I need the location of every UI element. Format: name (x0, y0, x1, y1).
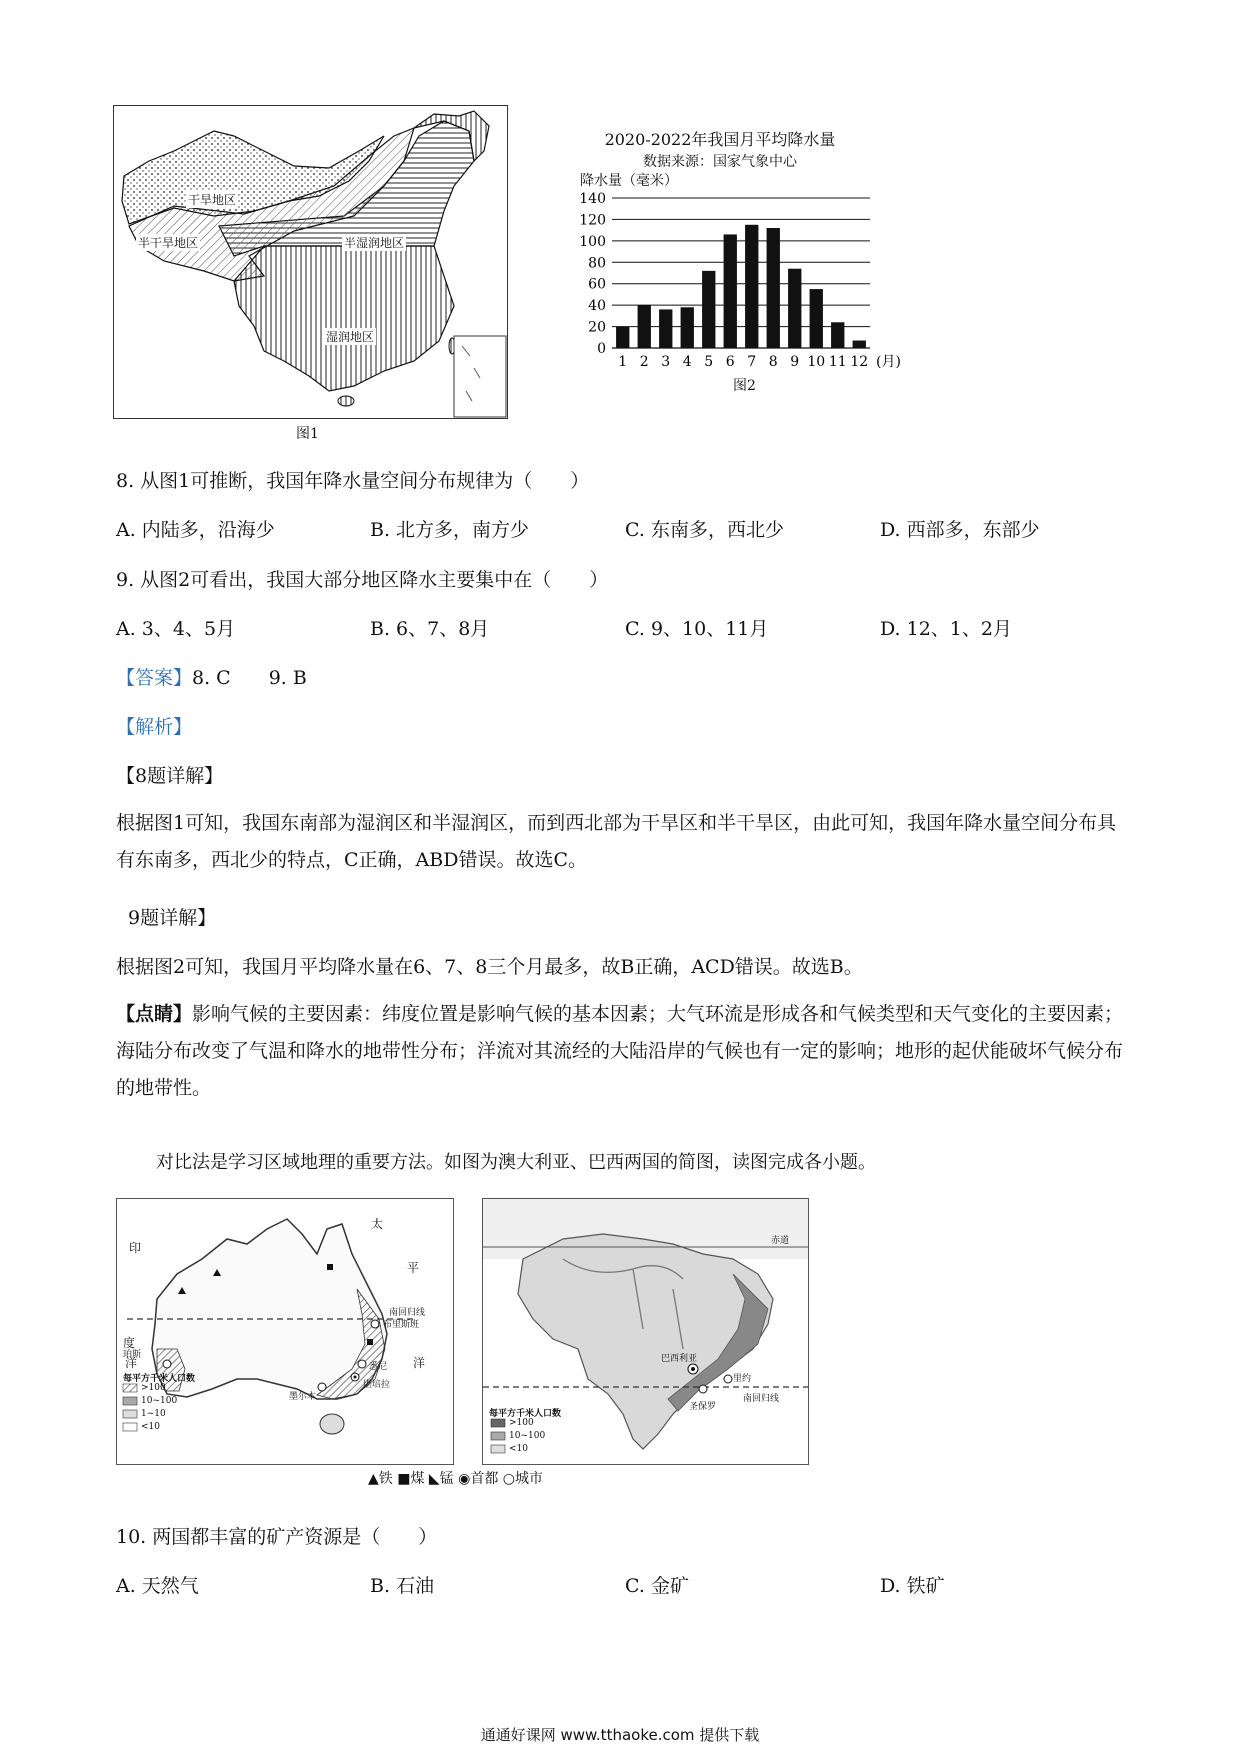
tip-text: 影响气候的主要因素：纬度位置是影响气候的基本因素；大气环流是形成各和气候类型和天气变化的主要因素；海陆分布改变了气温和降水的地带性分布；洋流对其流经的大陆沿岸的气候也有一定的影响；地形的起伏能破坏气候分布的地带性。 (116, 1003, 1124, 1099)
q8-stem: 8. 从图1可推断，我国年降水量空间分布规律为（ ） (116, 470, 590, 492)
answer-line (116, 663, 307, 693)
bar-month-10 (810, 289, 823, 348)
figure2-ylabel: 降水量（毫米） (580, 173, 678, 189)
australia-map-drawing (117, 1199, 453, 1464)
label-semihumid: 半湿润地区 (344, 236, 405, 250)
label-humid: 湿润地区 (326, 330, 375, 344)
label-arid: 干旱地区 (188, 193, 237, 207)
q9-option-b[interactable]: B. 6、7、8月 (370, 618, 490, 640)
au-ocean-2: 度 (123, 1336, 136, 1350)
page-footer[interactable]: 通通好课网 www.tthaoke.com 提供下载 (480, 1726, 760, 1744)
au-legend-1: >100 (141, 1383, 166, 1393)
au-ocean-6: 洋 (413, 1356, 426, 1370)
q8-option-b[interactable]: B. 北方多，南方少 (370, 519, 530, 541)
brazil-map (482, 1198, 809, 1465)
bar-month-11 (831, 322, 844, 348)
y-tick-label: 40 (588, 298, 606, 315)
china-map-drawing (114, 106, 507, 418)
q9-option-d[interactable]: D. 12、1、2月 (880, 618, 1012, 640)
bar-month-12 (853, 341, 866, 349)
x-tick-label: 8 (768, 354, 778, 370)
y-tick-label: 60 (588, 276, 606, 293)
au-city-sydney: 悉尼 (369, 1362, 388, 1372)
figure2-caption: 图2 (733, 378, 756, 394)
q9-option-a[interactable]: A. 3、4、5月 (116, 618, 236, 640)
au-city-melbourne: 墨尔本 (289, 1392, 317, 1402)
q8-option-c[interactable]: C. 东南多，西北少 (625, 519, 784, 541)
br-legend-2: 10~100 (509, 1431, 546, 1441)
y-tick-label: 140 (579, 191, 606, 207)
br-city-brasilia: 巴西利亚 (661, 1354, 698, 1364)
y-tick-label: 100 (579, 233, 606, 250)
humid-region (234, 246, 454, 391)
q9-stem: 9. 从图2可看出，我国大部分地区降水主要集中在（ ） (116, 569, 609, 591)
figure2-title: 2020-2022年我国月平均降水量 (604, 130, 836, 149)
q10-option-b[interactable]: B. 石油 (370, 1575, 435, 1597)
q10-stem: 10. 两国都丰富的矿产资源是（ ） (116, 1526, 438, 1548)
answer-label: 【答案】 (116, 667, 193, 689)
australia-map (116, 1198, 454, 1465)
au-legend-3: 1~10 (141, 1409, 166, 1419)
tip-paragraph (116, 996, 1128, 1107)
au-legend-4: <10 (141, 1422, 160, 1432)
detail8-text: 根据图1可知，我国东南部为湿润区和半湿润区，而到西北部为干旱区和半干旱区，由此可知，我国年降水量空间分布具有东南多，西北少的特点，C正确，ABD错误。故选C。 (116, 812, 1117, 871)
au-ocean-1: 印 (129, 1241, 142, 1255)
answer-text: 8. C 9. B (192, 667, 307, 689)
bar-month-6 (724, 234, 737, 348)
x-axis-unit: (月) (876, 354, 901, 370)
figure2-source: 数据来源：国家气象中心 (643, 154, 797, 170)
q10-option-a[interactable]: A. 天然气 (116, 1575, 199, 1597)
y-tick-label: 80 (588, 255, 606, 272)
y-tick-label: 120 (579, 212, 606, 229)
map-symbol-legend: ▲铁 ■煤 ◣锰 ◉首都 ○城市 (368, 1471, 543, 1487)
br-equator: 赤道 (771, 1236, 790, 1246)
bar-month-1 (616, 327, 629, 348)
q8-option-a[interactable]: A. 内陆多，沿海少 (116, 519, 275, 541)
bar-month-4 (681, 307, 694, 348)
au-ocean-4: 太 (371, 1217, 384, 1231)
bar-month-7 (745, 225, 758, 348)
x-tick-label: 4 (682, 354, 692, 370)
x-tick-label: 11 (828, 354, 847, 370)
q8-option-d[interactable]: D. 西部多，东部少 (880, 519, 1040, 541)
q10-option-d[interactable]: D. 铁矿 (880, 1575, 945, 1597)
au-city-brisbane: 布里斯班 (383, 1320, 420, 1330)
au-ocean-3: 洋 (125, 1356, 138, 1370)
x-tick-label: 1 (618, 354, 628, 370)
y-tick-label: 0 (597, 341, 606, 357)
br-tropic: 南回归线 (743, 1394, 780, 1404)
au-tropic-label: 南回归线 (389, 1308, 426, 1318)
label-semiarid: 半干旱地区 (138, 236, 199, 250)
figure1-caption: 图1 (296, 426, 319, 442)
q9-option-c[interactable]: C. 9、10、11月 (625, 618, 769, 640)
x-tick-label: 6 (725, 354, 735, 370)
bar-month-3 (659, 309, 672, 348)
br-legend-title: 每平方千米人口数 (489, 1409, 562, 1419)
br-city-rio: 里约 (733, 1374, 752, 1384)
tip-label: 【点睛】 (116, 1003, 193, 1025)
bar-month-5 (702, 271, 715, 348)
x-tick-label: 7 (747, 354, 757, 370)
q10-option-c[interactable]: C. 金矿 (625, 1575, 689, 1597)
bar-month-2 (638, 305, 651, 348)
detail8-heading: 【8题详解】 (116, 765, 224, 787)
au-legend-title: 每平方千米人口数 (123, 1374, 196, 1384)
br-legend-1: >100 (509, 1418, 534, 1428)
precipitation-bar-chart (570, 188, 940, 388)
x-tick-label: 9 (790, 354, 800, 370)
x-tick-label: 12 (850, 354, 869, 370)
x-tick-label: 3 (661, 354, 671, 370)
bar-month-8 (767, 228, 780, 348)
bar-month-9 (788, 269, 801, 348)
detail9-text: 根据图2可知，我国月平均降水量在6、7、8三个月最多，故B正确，ACD错误。故选B。 (116, 956, 863, 978)
au-ocean-5: 平 (407, 1261, 420, 1275)
au-city-perth: 珀斯 (123, 1350, 142, 1360)
figure1-china-map (113, 105, 508, 419)
x-tick-label: 10 (807, 354, 826, 370)
au-legend-2: 10~100 (141, 1396, 178, 1406)
br-city-saopaulo: 圣保罗 (689, 1402, 717, 1412)
x-tick-label: 5 (704, 354, 714, 370)
intro-text: 对比法是学习区域地理的重要方法。如图为澳大利亚、巴西两国的简图，读图完成各小题。 (156, 1152, 876, 1173)
analysis-label: 【解析】 (116, 716, 193, 738)
x-tick-label: 2 (639, 354, 649, 370)
y-tick-label: 20 (588, 319, 606, 336)
br-legend-3: <10 (509, 1444, 528, 1454)
detail9-heading: 9题详解】 (128, 907, 217, 929)
au-city-canberra: 堪培拉 (363, 1380, 391, 1390)
